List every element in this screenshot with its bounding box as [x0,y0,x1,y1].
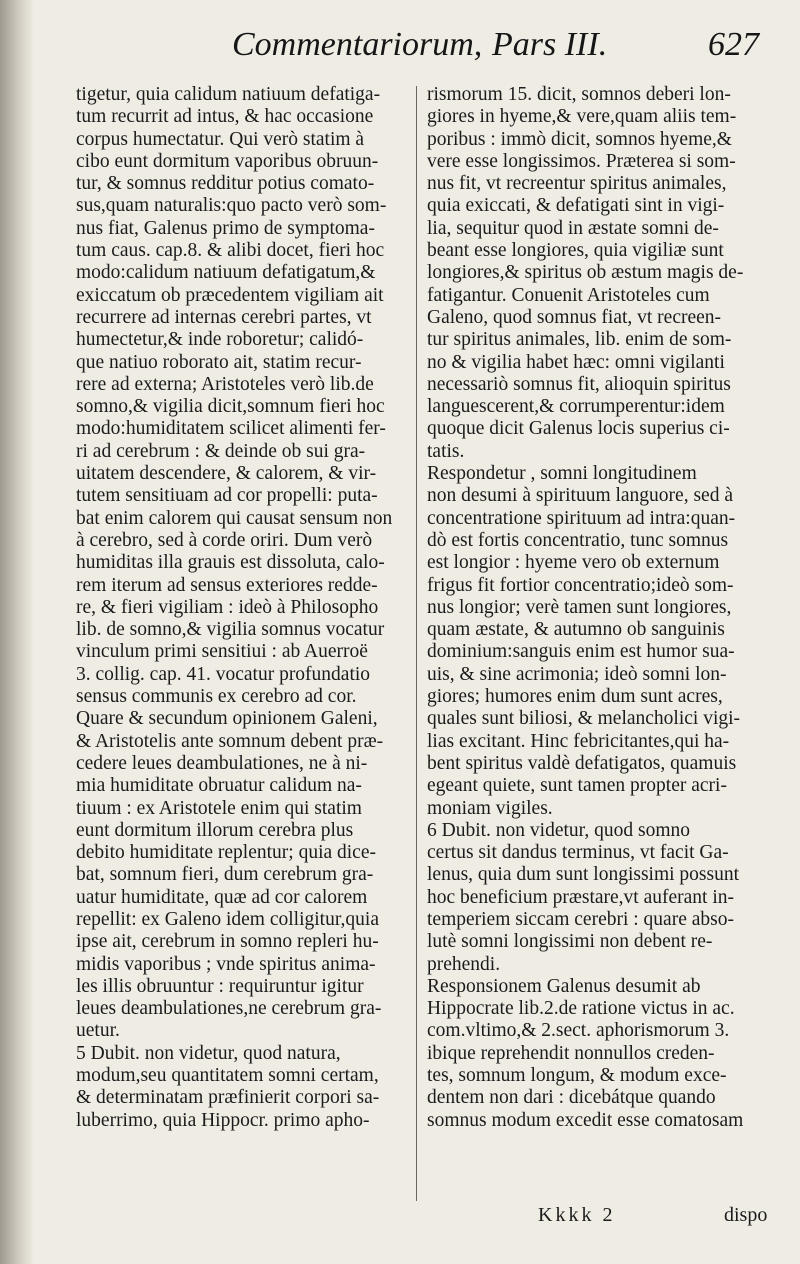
text-line: tur spiritus animales, lib. enim de som- [427,329,732,351]
text-line: uis, & sine acrimonia; ideò somni lon- [427,663,727,685]
text-line: com.vltimo,& 2.sect. aphorismorum 3. [427,1020,730,1042]
text-line: uitatem descendere, & calorem, & vir- [76,463,377,485]
text-line: lia, sequitur quod in æstate somni de- [427,217,719,239]
text-line: est longior : hyeme vero ob externum [427,552,720,574]
text-line: tatis. [427,440,465,462]
text-line: tum recurrit ad intus, & hac occasione [76,106,374,128]
text-line: tiuum : ex Aristotele enim qui statim [76,797,362,819]
text-line: dominium:sanguis enim est humor sua- [427,641,735,663]
text-line: bat, somnum fieri, dum cerebrum gra- [76,864,374,886]
text-line: repellit: ex Galeno idem colligitur,quia [76,908,380,930]
text-line: à cerebro, sed à corde oriri. Dum verò [76,529,373,551]
text-line: midis vaporibus ; vnde spiritus anima- [76,953,376,975]
text-line: hoc beneficium præstare,vt auferant in- [427,886,735,908]
page-footer [0,1204,800,1234]
text-line: & Aristotelis ante somnum debent præ- [76,730,384,752]
text-line: necessariò somnus fit, alioquin spiritus [427,373,731,395]
text-line: rere ad externa; Aristoteles verò lib.de [76,373,374,395]
left-column [76,84,421,1132]
text-line: uetur. [76,1020,120,1042]
running-title: Commentariorum, [232,26,483,63]
text-line: cedere leues deambulationes, ne à ni- [76,752,368,774]
text-line: Quare & secundum opinionem Galeni, [76,708,378,730]
text-line: tigetur, quia calidum natiuum defatiga- [76,84,381,105]
text-line: Responsionem Galenus desumit ab [427,975,701,997]
text-line: modum,seu quantitatem somni certam, [76,1065,379,1087]
right-column [427,84,772,1132]
catchword: dispo [724,1204,768,1226]
text-line: eunt dormitum illorum cerebra plus [76,819,354,841]
text-line: frigus fit fortior concentratio;ideò som- [427,574,734,596]
text-line: giores; humores enim dum sunt acres, [427,686,723,708]
text-line: quam æstate, & autumno ob sanguinis [427,619,725,641]
text-line: tur, & somnus redditur potius comato- [76,173,375,195]
text-line: somno,& vigilia dicit,somnum fieri hoc [76,396,385,418]
text-line: vinculum primi sensitiui : ab Auerroë [76,641,368,663]
text-line: tutem sensitiuam ad cor propelli: puta- [76,485,378,507]
text-line: debito humiditate replentur; quia dice- [76,842,376,864]
text-line: corpus humectatur. Qui verò statim à [76,128,365,150]
text-line: longiores,& spiritus ob æstum magis de- [427,262,744,284]
text-line: quales sunt biliosi, & melancholici vigi- [427,708,741,730]
text-line: bent spiritus valdè defatigatos, quamuis [427,752,737,774]
text-line: ri ad cerebrum : & deinde ob sui gra- [76,440,366,462]
text-line: 6 Dubit. non videtur, quod somno [427,819,691,841]
text-line: temperiem siccam cerebri : quare abso- [427,908,734,930]
text-line: leues deambulationes,ne cerebrum gra- [76,998,382,1020]
text-line: quoque dicit Galenus locis superius ci- [427,418,730,440]
text-line: exiccatum ob præcedentem vigiliam ait [76,284,384,306]
text-line: modo:humiditatem scilicet alimenti fer- [76,418,386,440]
text-line: egeant quiete, sunt tamen propter acri- [427,775,727,797]
text-line: Respondetur , somni longitudinem [427,463,697,485]
text-line: humectetur,& inde roboretur; calidó- [76,329,364,351]
text-line: Hippocrate lib.2.de ratione victus in ac. [427,998,735,1020]
text-line: re, & fieri vigiliam : ideò à Philosopho [76,596,379,618]
text-line: cibo eunt dormitum vaporibus obruun- [76,150,379,172]
text-line: 5 Dubit. non videtur, quod natura, [76,1042,341,1064]
text-line: luberrimo, quia Hippocr. primo apho- [76,1109,370,1131]
text-line: modo:calidum natiuum defatigatum,& [76,262,376,284]
text-line: que natiuo roborato ait, statim recur- [76,351,362,373]
text-line: & determinatam præfinierit corpori sa- [76,1087,380,1109]
text-line: sus,quam naturalis:quo pacto verò som- [76,195,387,217]
text-line: humiditas illa grauis est dissoluta, calo- [76,552,385,574]
text-line: moniam vigiles. [427,797,553,819]
text-line: lib. de somno,& vigilia somnus vocatur [76,619,385,641]
text-line: Galeno, quod somnus fiat, vt recreen- [427,306,722,328]
text-line: bat enim calorem qui causat sensum non [76,507,393,529]
text-line: lias excitant. Hinc febricitantes,qui ha- [427,730,730,752]
text-line: lenus, quia dum sunt longissimi possunt [427,864,740,886]
text-line: languescerent,& corrumperentur:idem [427,396,725,418]
text-line: nus fiat, Galenus primo de symptoma- [76,217,375,239]
text-line: certus sit dandus terminus, vt facit Ga- [427,842,729,864]
column-divider [416,86,417,1201]
text-line: giores in hyeme,& vere,quam aliis tem- [427,106,737,128]
text-line: recurrere ad internas cerebri partes, vt [76,306,372,328]
text-line: dentem non dari : dicebátque quando [427,1087,716,1109]
text-line: prehendi. [427,953,501,975]
text-line: sensus communis ex cerebro ad cor. [76,686,357,708]
text-line: beant esse longiores, quia vigiliæ sunt [427,240,724,262]
text-line: 3. collig. cap. 41. vocatur profundatio [76,663,371,685]
text-line: nus longior; verè tamen sunt longiores, [427,596,732,618]
text-line: no & vigilia habet hæc: omni vigilanti [427,351,725,373]
text-line: nus fit, vt recreentur spiritus animales, [427,173,727,195]
text-line: tes, somnum longum, & modum exce- [427,1065,727,1087]
text-line: ipse ait, cerebrum in somno repleri hu- [76,931,379,953]
running-head [0,26,800,76]
text-line: dò est fortis concentratio, tunc somnus [427,529,729,551]
text-line: mia humiditate obruatur calidum na- [76,775,362,797]
text-line: vere esse longissimos. Præterea si som- [427,150,736,172]
text-line: les illis obruuntur : requiruntur igitur [76,975,364,997]
page-number: 627 [708,26,759,63]
text-line: lutè somni longissimi non debent re- [427,931,713,953]
text-line: ibique reprehendit nonnullos creden- [427,1042,715,1064]
signature-mark: Kkkk 2 [538,1204,616,1226]
text-line: uatur humiditate, quæ ad cor calorem [76,886,368,908]
part-label: Pars III. [492,26,608,63]
text-line: tum caus. cap.8. & alibi docet, fieri hoc [76,240,385,262]
text-line: quia exiccati, & defatigati sint in vigi- [427,195,725,217]
text-line: fatigantur. Conuenit Aristoteles cum [427,284,710,306]
text-line: concentratione spirituum ad intra:quan- [427,507,736,529]
text-line: rem iterum ad sensus exteriores redde- [76,574,378,596]
text-line: poribus : immò dicit, somnos hyeme,& [427,128,732,150]
text-line: rismorum 15. dicit, somnos deberi lon- [427,84,731,105]
text-line: non desumi à spirituum languore, sed à [427,485,733,507]
text-line: somnus modum excedit esse comatosam [427,1109,744,1131]
